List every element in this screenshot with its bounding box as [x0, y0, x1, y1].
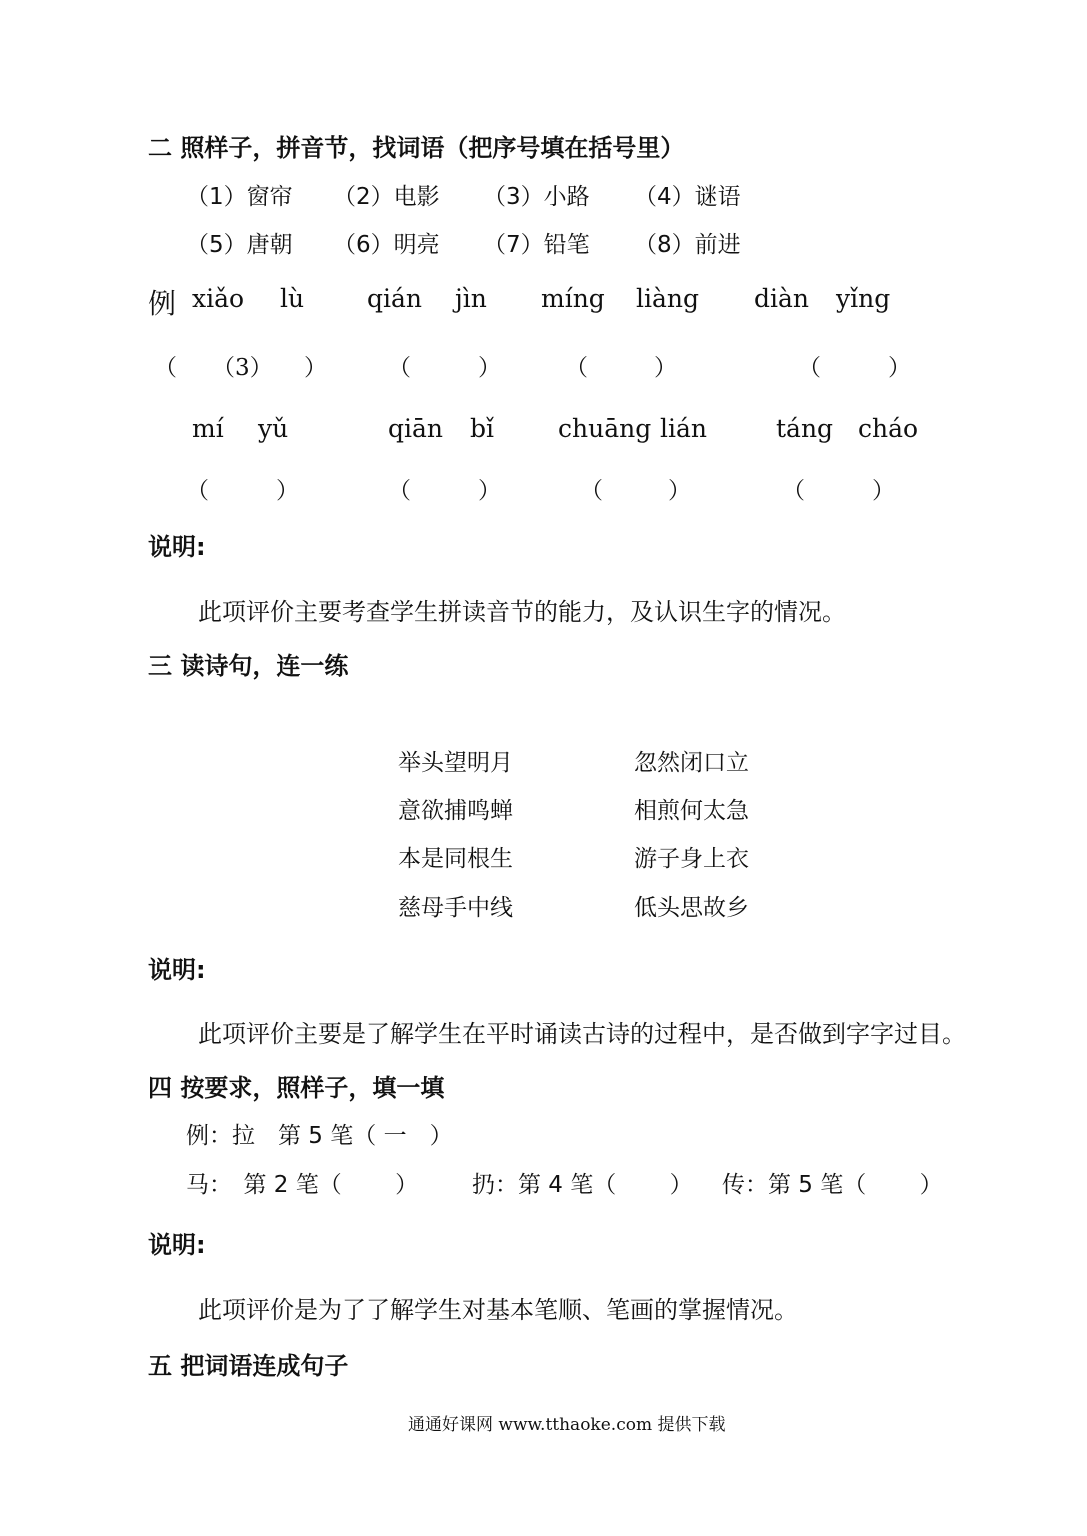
section5-title: 五 把词语连成句子 — [148, 1352, 349, 1380]
pinyin-syllable: bǐ — [470, 414, 494, 443]
answer-close-paren: ） — [888, 355, 911, 381]
answer-open-paren: （ — [798, 355, 821, 381]
word-option-2: （2）电影 — [333, 184, 440, 210]
answer-open-paren: （ — [154, 355, 177, 381]
note-text: 此项评价主要是了解学生在平时诵读古诗的过程中，是否做到字字过目。 — [198, 1020, 966, 1048]
pinyin-syllable: chuāng — [558, 414, 652, 443]
pinyin-syllable: jìn — [455, 284, 487, 313]
note-label: 说明: — [148, 1231, 206, 1259]
poem-line-right: 相煎何太急 — [634, 798, 749, 824]
stroke-example: 例：拉 第 5 笔（ 一 ） — [186, 1123, 453, 1149]
pinyin-syllable: míng — [541, 284, 605, 313]
poem-line-left: 意欲捕鸣蝉 — [398, 798, 513, 824]
pinyin-syllable: yǔ — [258, 414, 289, 443]
pinyin-syllable: lián — [660, 414, 707, 443]
answer-open-paren: （ — [565, 355, 588, 381]
poem-line-right: 游子身上衣 — [634, 846, 749, 872]
answer-open-paren: （ — [186, 478, 209, 504]
word-option-8: （8）前进 — [634, 232, 741, 258]
pinyin-syllable: cháo — [858, 414, 919, 443]
poem-line-right: 忽然闭口立 — [634, 750, 749, 776]
pinyin-syllable: xiǎo — [192, 284, 245, 313]
answer-open-paren: （ — [388, 478, 411, 504]
word-option-7: （7）铅笔 — [483, 232, 590, 258]
footer-text: 通通好课网 www.tthaoke.com 提供下载 — [408, 1415, 726, 1435]
pinyin-syllable: qiān — [388, 414, 444, 443]
answer-close-paren: ） — [478, 478, 501, 504]
note-text: 此项评价是为了了解学生对基本笔顺、笔画的掌握情况。 — [198, 1296, 798, 1324]
example-answer: （3） — [212, 355, 273, 381]
section3-title: 三 读诗句，连一练 — [148, 652, 349, 680]
section4-title: 四 按要求，照样子，填一填 — [148, 1074, 445, 1102]
pinyin-syllable: mí — [192, 414, 224, 443]
example-label: 例 — [148, 287, 177, 320]
word-option-3: （3）小路 — [483, 184, 590, 210]
word-option-5: （5）唐朝 — [186, 232, 293, 258]
answer-close-paren: ） — [304, 355, 327, 381]
answer-close-paren: ） — [668, 478, 691, 504]
section2-title: 二 照样子，拼音节，找词语（把序号填在括号里） — [148, 134, 685, 162]
pinyin-syllable: lù — [280, 284, 305, 313]
stroke-question-1: 马： 第 2 笔（ ） — [186, 1172, 419, 1198]
pinyin-syllable: qián — [367, 284, 423, 313]
stroke-question-3: 传：第 5 笔（ ） — [722, 1172, 943, 1198]
word-option-1: （1）窗帘 — [186, 184, 293, 210]
pinyin-syllable: táng — [776, 414, 834, 443]
note-text: 此项评价主要考查学生拼读音节的能力，及认识生字的情况。 — [198, 598, 846, 626]
poem-line-right: 低头思故乡 — [634, 895, 749, 921]
answer-close-paren: ） — [478, 355, 501, 381]
note-label: 说明: — [148, 533, 206, 561]
answer-open-paren: （ — [782, 478, 805, 504]
answer-close-paren: ） — [276, 478, 299, 504]
word-option-4: （4）谜语 — [634, 184, 741, 210]
poem-line-left: 本是同根生 — [398, 846, 513, 872]
pinyin-syllable: yǐng — [836, 284, 891, 313]
word-option-6: （6）明亮 — [333, 232, 440, 258]
answer-open-paren: （ — [388, 355, 411, 381]
note-label: 说明: — [148, 956, 206, 984]
poem-line-left: 举头望明月 — [398, 750, 513, 776]
answer-close-paren: ） — [654, 355, 677, 381]
answer-close-paren: ） — [872, 478, 895, 504]
pinyin-syllable: diàn — [754, 284, 810, 313]
poem-line-left: 慈母手中线 — [398, 895, 513, 921]
stroke-question-2: 扔：第 4 笔（ ） — [472, 1172, 693, 1198]
pinyin-syllable: liàng — [636, 284, 700, 313]
answer-open-paren: （ — [580, 478, 603, 504]
